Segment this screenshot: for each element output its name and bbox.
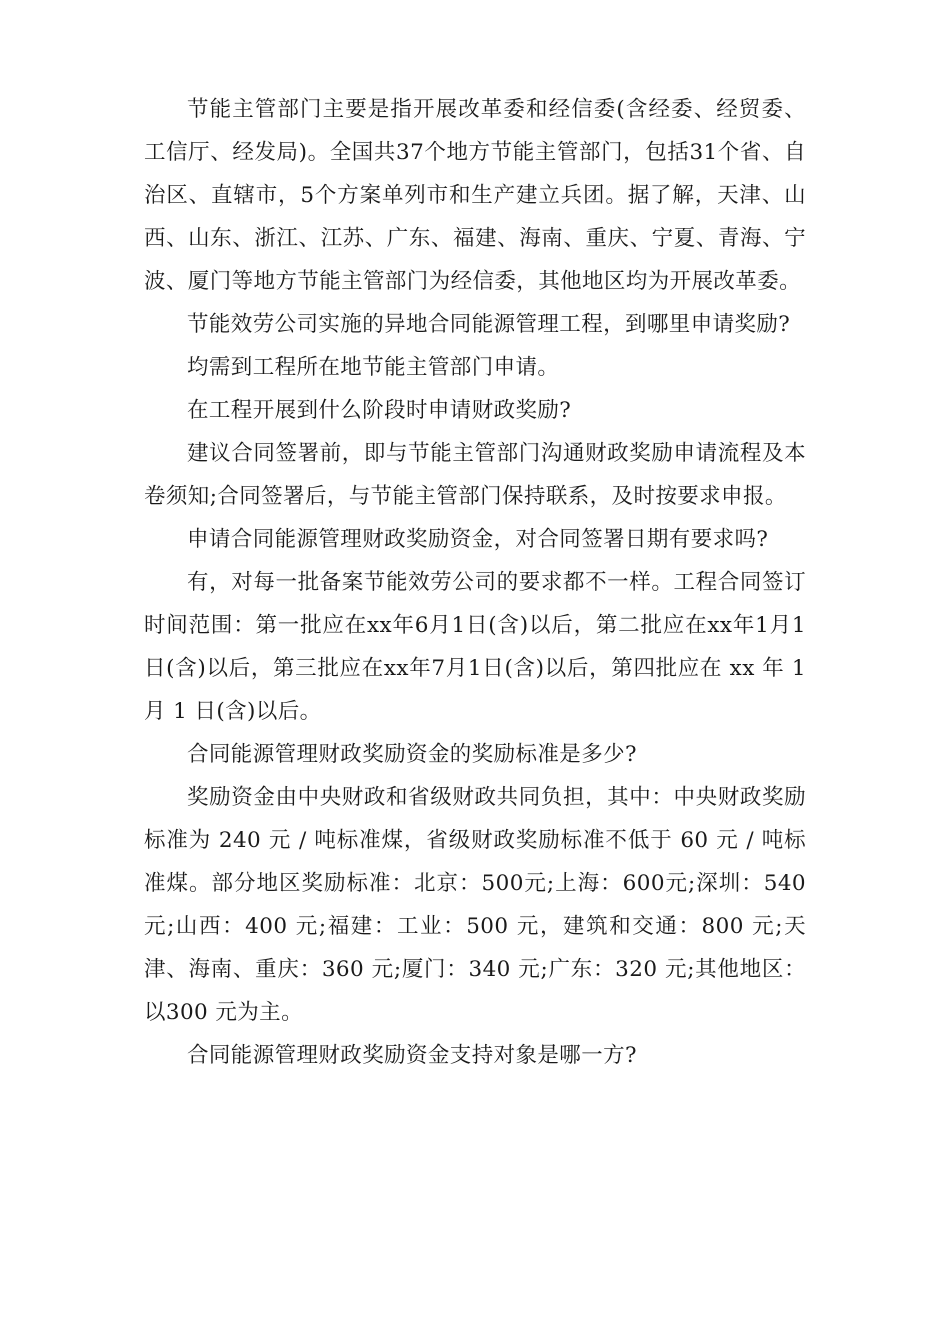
answer-application-stage: 建议合同签署前，即与节能主管部门沟通财政奖励申请流程及本卷须知;合同签署后，与节能主管部门保持联系，及时按要求申报。 [144, 441, 806, 509]
answer-remote-project: 均需到工程所在地节能主管部门申请。 [187, 355, 560, 380]
question-support-target: 合同能源管理财政奖励资金支持对象是哪一方? [187, 1043, 637, 1068]
question-contract-date: 申请合同能源管理财政奖励资金，对合同签署日期有要求吗? [187, 527, 769, 552]
answer-reward-standard: 奖励资金由中央财政和省级财政共同负担，其中：中央财政奖励标准为 240 元 / 吨标准煤，省级财政奖励标准不低于 60 元 / 吨标准煤。部分地区奖励标准：北京：500元;上海：600元;深圳：540元;山西：400 元;福建：工业：500 元，建筑和交通：800 元;天津、海南、重庆：360 元;厦门：340 元;广东：320 元;其他地区：以300 元为主。 [144, 785, 806, 1025]
document-body [144, 88, 806, 1077]
paragraph-energy-authorities: 节能主管部门主要是指开展改革委和经信委(含经委、经贸委、工信厅、经发局)。全国共37个地方节能主管部门，包括31个省、自治区、直辖市，5个方案单列市和生产建立兵团。据了解，天津、山西、山东、浙江、江苏、广东、福建、海南、重庆、宁夏、青海、宁波、厦门等地方节能主管部门为经信委，其他地区均为开展改革委。 [144, 97, 806, 294]
question-application-stage: 在工程开展到什么阶段时申请财政奖励? [187, 398, 572, 423]
answer-contract-date: 有，对每一批备案节能效劳公司的要求都不一样。工程合同签订时间范围：第一批应在xx年6月1日(含)以后，第二批应在xx年1月1日(含)以后，第三批应在xx年7月1日(含)以后，第四批应在 xx 年 1 月 1 日(含)以后。 [144, 570, 806, 724]
question-remote-project: 节能效劳公司实施的异地合同能源管理工程，到哪里申请奖励? [187, 312, 791, 337]
question-reward-standard: 合同能源管理财政奖励资金的奖励标准是多少? [187, 742, 637, 767]
